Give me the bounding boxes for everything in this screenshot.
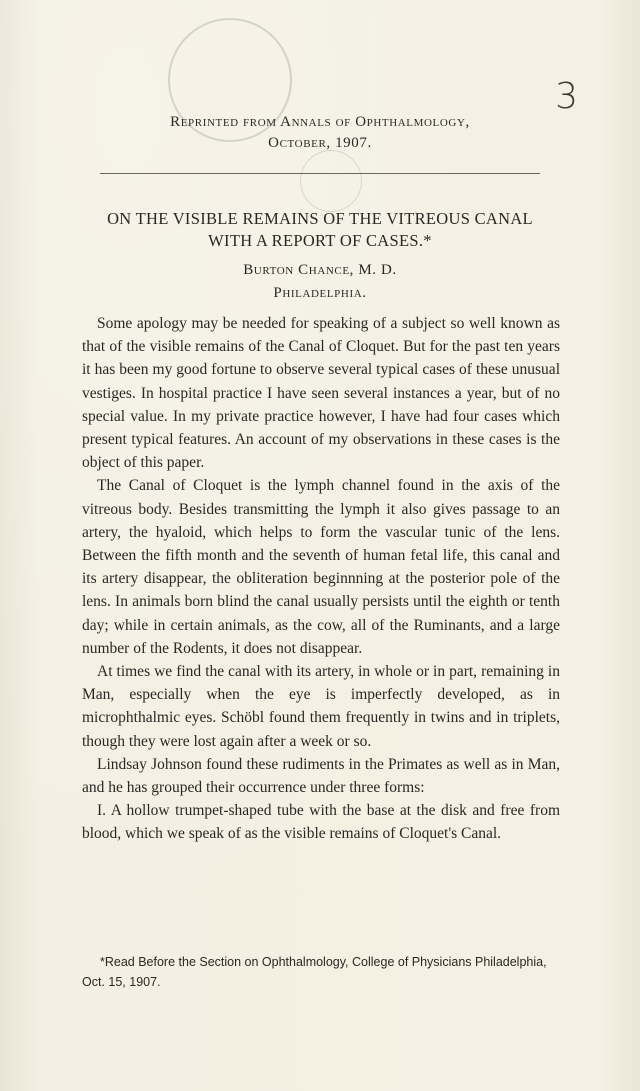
stamp-smudge bbox=[300, 150, 362, 212]
footnote-text: *Read Before the Section on Ophthalmology, College of Physicians Philadelphia, Oct. 15, 1907. bbox=[82, 955, 547, 989]
article-body bbox=[82, 312, 560, 846]
article-title-line-1: ON THE VISIBLE REMAINS OF THE VITREOUS CANAL bbox=[107, 209, 533, 228]
body-paragraph: Some apology may be needed for speaking of a subject so well known as that of the visible remains of the Canal of Cloquet. But for the past ten years it has been my good fortune to observe several typical cases of these unusual vestiges. In hospital practice I have seen several instances a year, but of no special value. In my private practice however, I have had four cases which present typical features. An account of my observations in these cases is the object of this paper. bbox=[82, 315, 560, 472]
footnote-rule bbox=[82, 916, 560, 917]
reprint-source: Reprinted from Annals of Ophthalmology, bbox=[170, 114, 470, 130]
body-paragraph: At times we find the canal with its artery, in whole or in part, remaining in Man, especially when the eye is imperfectly developed, as in microphthalmic eyes. Schöbl found them frequently in twins and in triplets, though they were lost again after a week or so. bbox=[82, 663, 560, 750]
article-title-line-2: WITH A REPORT OF CASES.* bbox=[208, 231, 432, 250]
page-number: 3 bbox=[555, 76, 578, 117]
body-paragraph: Lindsay Johnson found these rudiments in the Primates as well as in Man, and he has grouped their occurrence under three forms: bbox=[82, 755, 560, 797]
article-title bbox=[0, 208, 640, 252]
reprint-date: October, 1907. bbox=[268, 135, 372, 151]
body-paragraph: The Canal of Cloquet is the lymph channel found in the axis of the vitreous body. Besides transmitting the lymph it also gives passage to an artery, the hyaloid, which helps to form the vascular tunic of the lens. Between the fifth month and the seventh of human fetal life, this canal and its artery disappear, the obliteration beginnning at the posterior pole of the lens. In animals born blind the canal usually persists until the eighth or tenth day; while in certain animals, as the cow, all of the Ruminants, and a large number of the Rodents, it does not disappear. bbox=[82, 477, 560, 657]
article-city: Philadelphia. bbox=[273, 285, 367, 301]
footnote bbox=[82, 952, 560, 992]
header-rule bbox=[100, 173, 540, 174]
article-author: Burton Chance, M. D. bbox=[243, 262, 397, 278]
body-paragraph: I. A hollow trumpet-shaped tube with the base at the disk and free from blood, which we speak of as the visible remains of Cloquet's Canal. bbox=[82, 802, 560, 843]
